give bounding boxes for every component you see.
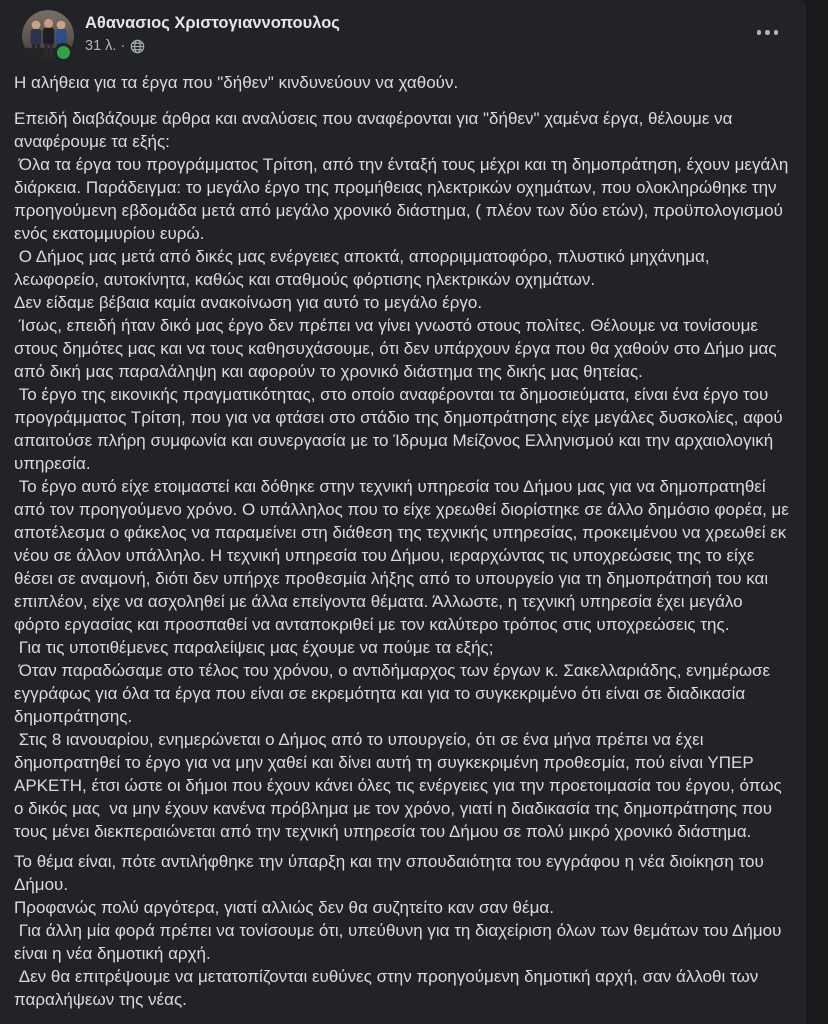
ellipsis-dot <box>757 30 762 35</box>
post-paragraph: Ίσως, επειδή ήταν δικό μας έργο δεν πρέπει να γίνει γνωστό στους πολίτες. Θέλουμε να τονίσουμε στους δημότες μας και να τους καθησυχάσουμε, ότι δεν υπάρχουν έργα που θα χαθούν στο Δήμο μας από δική μας παραλάληψη και αφορούν το χρονικό διάστημα της δικής μας θητείας. <box>14 316 782 381</box>
post-paragraph: Όταν παραδώσαμε στο τέλος του χρόνου, ο αντιδήμαρχος των έργων κ. Σακελλαριάδης, ενημέρωσε εγγράφως για όλα τα έργα που είναι σε εκρεμότητα και για το συγκεκριμένο ότι είναι σε διαδικασία δημοπράτησης. <box>14 661 775 726</box>
ellipsis-dot <box>765 30 770 35</box>
avatar[interactable] <box>22 10 74 62</box>
post-paragraph: Το έργο αυτό είχε ετοιμαστεί και δόθηκε στην τεχνική υπηρεσία του Δήμου μας για να δημοπρατηθεί από τον προηγούμενο χρόνο. Ο υπάλληλος που το είχε χρεωθεί διορίστηκε σε άλλο δημόσιο φορέα, με αποτέλεσμα ο φάκελος να παραμείνει στη διάθεση της τεχνικής υπηρεσίας, προκειμένου να χρεωθεί εκ νέου σε άλλον υπάλληλο. Η τεχνική υπηρεσία του Δήμου, ιεραρχώντας τις υποχρεώσεις της το είχε θέσει σε αναμονή, διότι δεν υπήρχε προθεσμία λήξης από το υπουργείο για τη δημοπράτησή του και επιπλέον, είχε να ασχοληθεί με άλλα επείγοντα θέματα. Άλλωστε, η τεχνική υπηρεσία έχει μεγάλο φόρτο εργασίας και προσπαθεί να ανταποκριθεί με τον καλύτερο τρόπος στις υποχρεώσεις της. <box>14 477 794 634</box>
post-header-info <box>85 10 340 55</box>
post-paragraph: Δεν θα επιτρέψουμε να μετατοπίζονται ευθύνες στην προηγούμενη δημοτική αρχή, σαν άλλοθι των παραλήψεων της νέας. <box>14 967 763 1009</box>
timestamp[interactable]: 31 λ. <box>85 38 117 54</box>
post-text <box>14 107 792 1011</box>
post-paragraph: Δεν είδαμε βέβαια καμία ανακοίνωση για αυτό το μεγάλο έργο. <box>14 293 483 312</box>
post-paragraph: Όλα τα έργα του προγράμματος Τρίτση, από την ένταξή τους μέχρι και τη δημοπράτηση, έχουν μεγάλη διάρκεια. Παράδειγμα: το μεγάλο έργο της προμήθειας ηλεκτρικών οχημάτων, που ολοκληρώθηκε την προηγούμενη εβδομάδα μετά από μεγάλο χρονικό διάστημα, ( πλέον των δύο ετών), προϋπολογισμού ενός εκατομμυρίου ευρώ. <box>14 155 794 243</box>
meta-separator: · <box>120 38 126 54</box>
post-paragraph: Για τις υποτιθέμενες παραλείψεις μας έχουμε να πούμε τα εξής; <box>14 638 494 657</box>
post-paragraph: Προφανώς πολύ αργότερα, γιατί αλλιώς δεν θα συζητείτο καν σαν θέμα. <box>14 898 554 917</box>
post-paragraph: Ο Δήμος μας μετά από δικές μας ενέργειες αποκτά, απορριμματοφόρο, πλυστικό μηχάνημα, λεωφορείο, αυτοκίνητα, καθώς και σταθμούς φόρτισης ηλεκτρικών οχημάτων. <box>14 247 715 289</box>
active-status-dot <box>54 43 73 62</box>
post-meta <box>85 37 340 55</box>
post-paragraph: Στις 8 ιανουαρίου, ενημερώνεται ο Δήμος από το υπουργείο, ότι σε ένα μήνα πρέπει να έχει δημοπρατηθεί το έργο για να μην χαθεί και δίνει αυτή τη συγκεκριμένη προθεσμία, πού είναι ΥΠΕΡ ΑΡΚΕΤΗ, έτσι ώστε οι δήμοι που έχουν κάνει όλες τις ενέργειες για την προετοιμασία του έργου, όπως ο δικός μας να μην έχουν κανένα πρόβλημα με τον χρόνο, γιατί η διαδικασία της δημοπράτησης που τους μένει διεκπεραιώνεται από την τεχνική υπηρεσία του Δήμου σε πολύ μικρό χρονικό διάστημα. <box>14 730 787 841</box>
author-name[interactable]: Αθανασιος Χριστογιαννοπουλος <box>85 14 340 32</box>
globe-privacy-icon <box>130 39 145 54</box>
post-header <box>0 0 806 62</box>
post-paragraph: Επειδή διαβάζουμε άρθρα και αναλύσεις που αναφέρονται για "δήθεν" χαμένα έργα, θέλουμε να αναφέρουμε τα εξής: <box>14 109 738 151</box>
post-title-line: Η αλήθεια για τα έργα που "δήθεν" κινδυνεύουν να χαθούν. <box>14 73 459 92</box>
post-paragraph: Το θέμα είναι, πότε αντιλήφθηκε την ύπαρξη και την σπουδαιότητα του εγγράφου η νέα διοίκηση του Δήμου. <box>14 852 768 894</box>
post-body <box>0 62 806 1011</box>
ellipsis-dot <box>774 30 779 35</box>
post-paragraph: Το έργο της εικονικής πραγματικότητας, στο οποίο αναφέρονται τα δημοσιεύματα, είναι ένα έργο του προγράμματος Τρίτση, που για να φτάσει στο στάδιο της δημοπράτησης είχε μεγάλες δυσκολίες, αφού απαιτούσε πλήρη συμφωνία και συνεργασία με το Ίδρυμα Μείζονος Ελληνισμού και την αρχαιολογική υπηρεσία. <box>14 385 788 473</box>
more-options-button[interactable] <box>755 24 781 41</box>
post-paragraph <box>14 843 792 850</box>
post-paragraph: Για άλλη μία φορά πρέπει να τονίσουμε ότι, υπεύθυνη για τη διαχείριση όλων των θεμάτων του Δήμου είναι η νέα δημοτική αρχή. <box>14 921 787 963</box>
